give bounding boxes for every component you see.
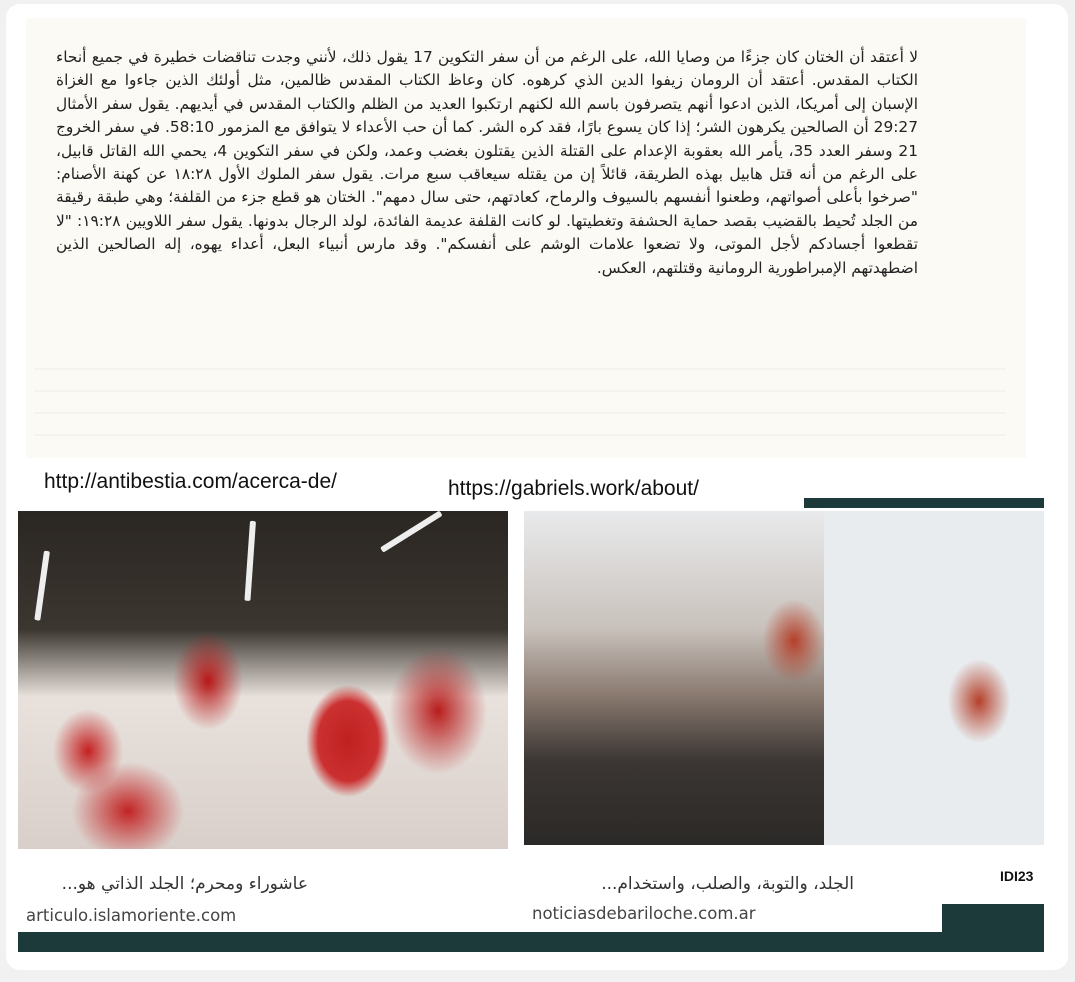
- article-text: لا أعتقد أن الختان كان جزءًا من وصايا الله، على الرغم من أن سفر التكوين 17 يقول ذلك، لأنني وجدت تناقضات خطيرة في جميع أنحاء الكتاب المقدس. أعتقد أن الرومان زيفوا الدين الذي كرهوه. كان وعاظ الكتاب المقدس ظالمين، مثل أولئك الذين جاءوا مع الغزاة الإسبان إلى أمريكا، الذين ادعوا أنهم يتصرفون باسم الله لكنهم ارتكبوا العديد من الظلم والكتاب المقدس في أيديهم. يقول سفر الأمثال 29:27 أن الصالحين يكرهون الشر؛ إذا كان يسوع بارًا، فقد كره الشر. كما أن حب الأعداء لا يتوافق مع المزمور 58:10. في سفر الخروج 21 وسفر العدد 35، يأمر الله بعقوبة الإعدام على القتلة الذين يقتلون بغضب وعمد، ولكن في سفر التكوين 4، يحمي الله القاتل قابيل، على الرغم من أنه قتل هابيل بهذه الطريقة، قائلاً إن من يقتله سيعاقب سبع مرات. يقول سفر الملوك الأول ١٨:٢٨ عن كهنة الأصنام: "صرخوا بأعلى أصواتهم، وطعنوا أنفسهم بالسيوف والرماح، كعادتهم، حتى سال دمهم". الختان هو قطع جزء من القلفة؛ وهي طبقة رقيقة من الجلد تُحيط بالقضيب بقصد حماية الحشفة وتغطيتها. لو كانت القلفة عديمة الفائدة، لولد الرجال بدونها. يقول سفر اللاويين ١٩:٢٨: "لا تقطعوا أجسادكم لأجل الموتى، ولا تضعوا علامات الوشم على أنفسكم". وقد مارس أنبياء البعل، أعداء يهوه، إله الصالحين الذين اضطهدتهم الإمبراطورية الرومانية وقتلتهم، العكس.: [56, 48, 919, 277]
- article-panel: [26, 18, 1026, 458]
- result-title-right[interactable]: الجلد، والتوبة، والصلب، واستخدام...: [601, 874, 854, 894]
- result-source-left[interactable]: articulo.islamoriente.com: [26, 906, 237, 925]
- result-source-right[interactable]: noticiasdebariloche.com.ar: [532, 904, 756, 923]
- link-gabriels-work[interactable]: https://gabriels.work/about/: [448, 477, 699, 500]
- blade-shape: [244, 521, 256, 601]
- decorative-bar-top: [804, 498, 1044, 508]
- decorative-bar-bottom: [18, 932, 1044, 952]
- result-image-ashura[interactable]: [18, 511, 508, 849]
- blade-shape: [34, 551, 50, 621]
- link-antibestia[interactable]: http://antibestia.com/acerca-de/: [44, 470, 337, 493]
- result-image-flagellation[interactable]: [524, 511, 1044, 845]
- watermark-label: IDI23: [1000, 868, 1034, 884]
- result-title-left[interactable]: عاشوراء ومحرم؛ الجلد الذاتي هو...: [61, 874, 308, 894]
- blade-shape: [380, 511, 443, 553]
